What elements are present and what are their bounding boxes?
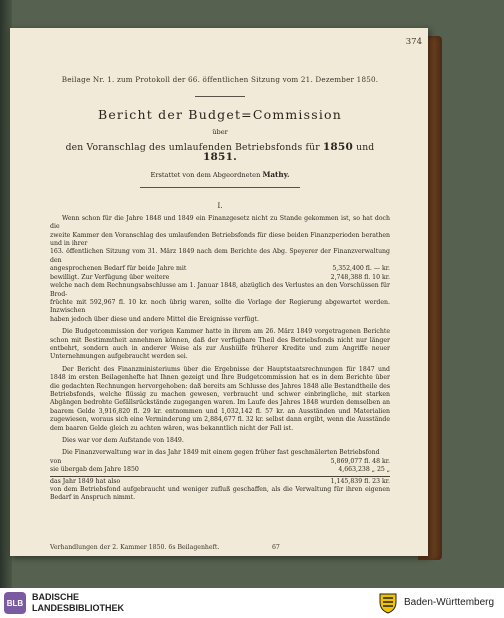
title-ueber: über <box>212 127 228 136</box>
p1-line: zweite Kammer den Voranschlag des umlaufenden Betriebsfonds für diese beiden Finanzperioden berathen und in ihrer <box>50 231 390 248</box>
year-1851: 1851. <box>203 150 237 163</box>
paragraph-4 <box>50 437 390 445</box>
p1-line: welche nach dem Rechnungsabschlusse am 1. Januar 1848, abzüglich des Verlustes an den Vorschüssen für Brod- <box>50 282 390 298</box>
state-name[interactable]: Baden-Württemberg <box>404 597 495 608</box>
footer-source: Verhandlungen der 2. Kammer 1850. 6s Beilagenheft. <box>50 544 220 551</box>
erstattet-text: Erstattet von dem Abgeordneten <box>150 171 261 180</box>
library-name-line2: LANDESBIBLIOTHEK <box>32 603 124 613</box>
library-name-line1: BADISCHE <box>32 592 80 602</box>
amount-row <box>50 458 390 466</box>
title-voranschlag <box>50 143 390 162</box>
amount-row <box>50 466 390 474</box>
divider <box>195 96 245 97</box>
p5-intro: Die Finanzverwaltung war in das Jahr 1849 mit einem gegen früher fast geschmälerten Betriebsfond <box>62 449 380 457</box>
p1-line: haben jedoch über diese und andere Mittel die Ereignisse verfügt. <box>50 315 259 323</box>
p1-line: früchte mit 592,967 fl. 10 kr. noch übrig waren, sollte die Vorlage der Regierung abgewartet werden. Inzwischen <box>50 298 390 315</box>
footer-sheet-number: 67 <box>272 544 280 551</box>
section-number: I. <box>217 202 223 211</box>
library-footer-bar <box>0 588 504 618</box>
amount-value: 2,748,388 fl. 10 kr. <box>330 273 390 281</box>
p3-text: Der Bericht des Finanzministeriums über die Ergebnisse der Hauptstaatsrechnungen für 1847 und 1848 im ersten Beilagenhefte hat Ihnen gezeigt und Ihre Budgetcommission hat es in dem Berichte über die gedachten Rechnungen hervorgehoben: daß bereits am Schlusse des Jahres 1848 alle Bestandtheile des Betriebsfonds, welche flüssig zu machen gewesen, verbraucht und schwer einbringliche, mit starken Abgängen bedrohte Gefällsrückstände zugegangen waren. Im Laufe des Jahres 1848 wurden demselben an baarem Gelde 3,916,820 fl. 29 kr. entnommen und 1,032,142 fl. 57 kr. an Ausständen und Materialien zugewiesen, woraus sich eine Verminderung um 2,884,677 fl. 32 kr. selbst dann ergibt, wenn die Ausstände dem baaren Gelde gleich zu achten wären, was bekanntlich nicht der Fall ist. <box>50 365 390 432</box>
paragraph-3 <box>50 366 390 433</box>
p2-text: Die Budgetcommission der vorigen Kammer hatte in ihrem am 26. März 1849 vorgetragenen Berichte schon mit Bestimmtheit annehmen können, daß der verfügbare Theil des Betriebsfonds nicht nur länger entbehrt, sondern auch in anderer Weise als zur Aushülfe früherer Kredite und zum Angriffe neuer Unternehmungen aufgebraucht werden sei. <box>50 328 390 361</box>
page-title: Bericht der Budget=Commission <box>97 107 343 123</box>
divider <box>140 187 300 188</box>
author-line <box>50 171 390 179</box>
amount-value: 1,145,839 fl. 23 kr. <box>330 477 390 485</box>
amount-value: 5,352,400 fl. — kr. <box>332 265 390 273</box>
blb-logo[interactable]: BLB <box>4 592 26 614</box>
voranschlag-text: den Voranschlag des umlaufenden Betriebsfonds für <box>65 142 320 154</box>
library-name[interactable] <box>32 592 124 614</box>
amount-label: von <box>50 457 62 465</box>
paragraph-2 <box>50 328 390 362</box>
year-1850: 1850 <box>322 141 353 154</box>
author-name: Mathy. <box>262 170 290 180</box>
amount-row <box>50 265 390 273</box>
p1-line: 163. öffentlichen Sitzung vom 31. März 1849 nach dem Berichte des Abg. Speyerer der Finanzverwaltung den <box>50 248 390 264</box>
paragraph-1 <box>50 215 390 324</box>
und-text: und <box>356 142 375 154</box>
amount-label: angesprochenen Bedarf für beide Jahre mit <box>50 265 187 273</box>
amount-label: bewilligt. Zur Verfügung über weitere <box>50 273 170 281</box>
amount-row-total <box>50 476 390 486</box>
bw-coat-of-arms-icon <box>378 592 398 614</box>
amount-value: 4,663,238 „ 25 „ <box>338 466 390 474</box>
paragraph-5 <box>50 449 390 502</box>
amount-row <box>50 274 390 282</box>
p1-line: Wenn schon für die Jahre 1848 und 1849 ein Finanzgesetz nicht zu Stande gekommen ist, so hat doch die <box>50 214 390 231</box>
amount-label: sie übergab dem Jahre 1850 <box>50 466 139 474</box>
amount-value: 5,869,077 fl. 48 kr. <box>330 457 390 465</box>
amount-label: das Jahr 1849 hat also <box>50 477 121 485</box>
p4-text: Dies war vor dem Aufstande von 1849. <box>62 437 184 444</box>
document-page <box>10 28 428 556</box>
p5-rest: von dem Betriebsfond aufgebraucht und weniger zufluß geschaffen, als die Verwaltung für ihren eigenen Bedarf in Anspruch nimmt. <box>50 486 390 502</box>
page-content <box>50 34 422 503</box>
page-subtitle: Beilage Nr. 1. zum Protokoll der 66. öffentlichen Sitzung vom 21. Dezember 1850. <box>61 75 379 84</box>
page-number: 374 <box>405 37 422 47</box>
